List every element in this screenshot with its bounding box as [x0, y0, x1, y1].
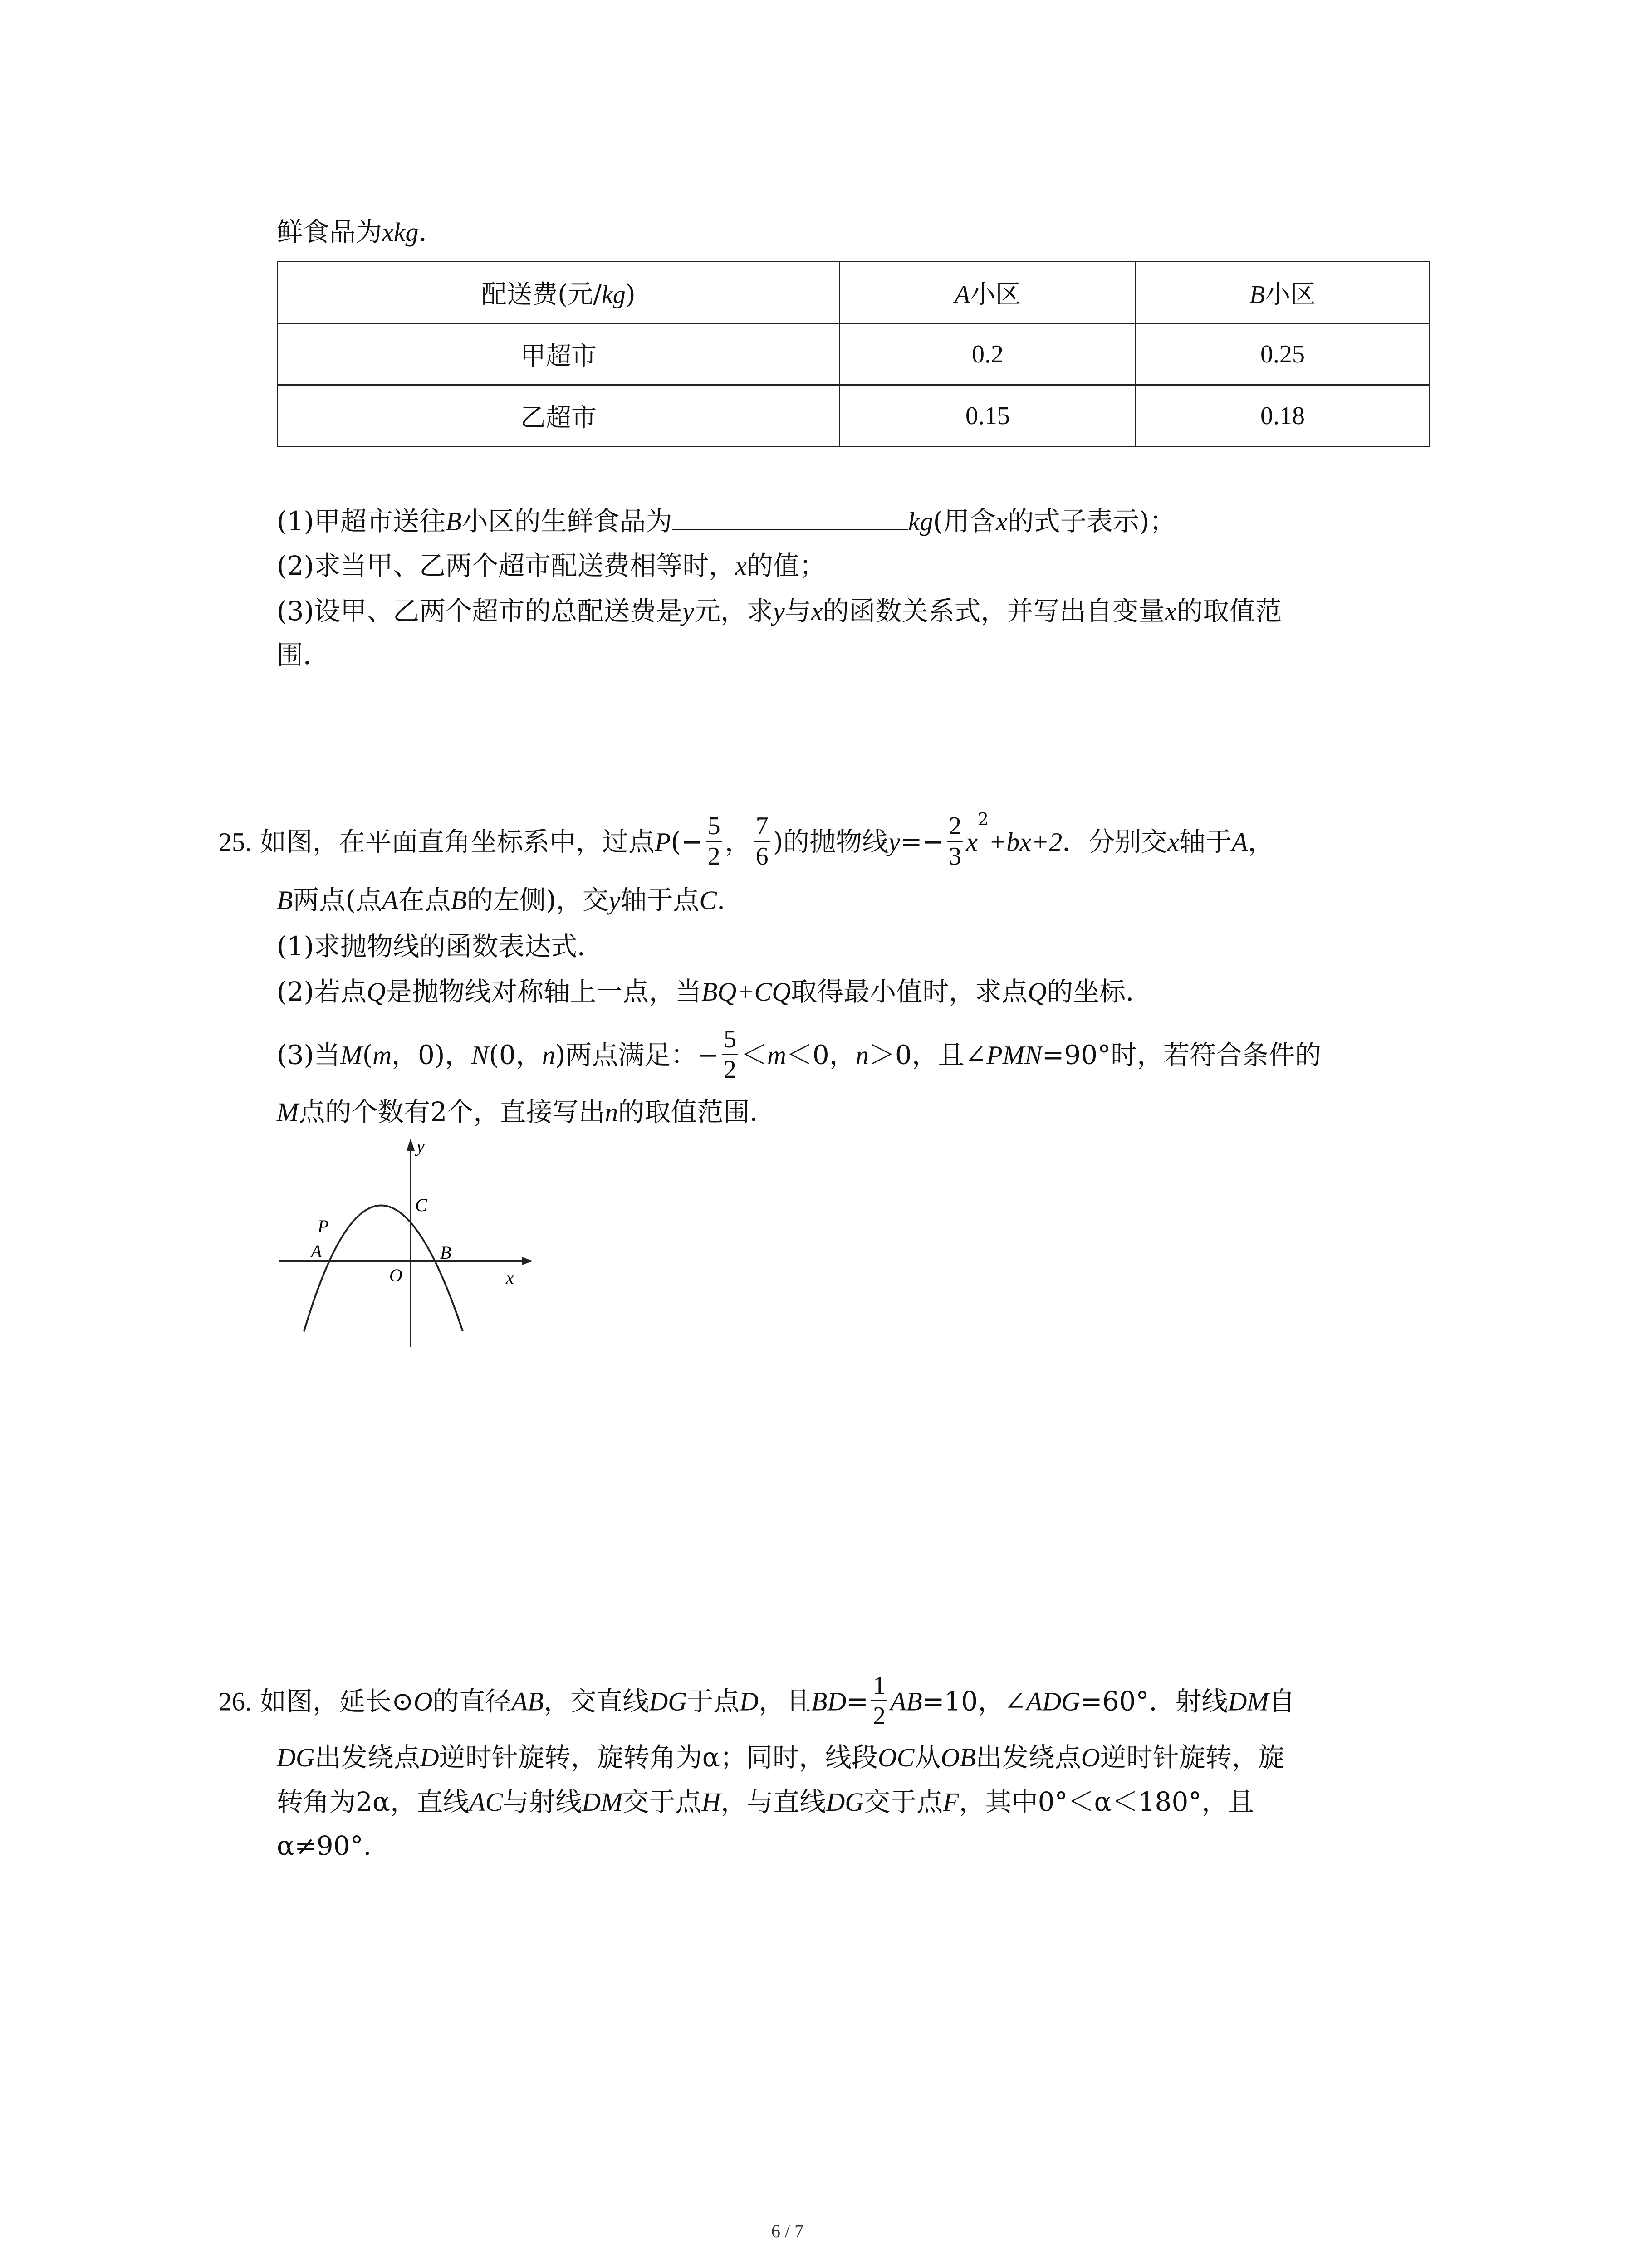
q26-line2: DG出发绕点D逆时针旋转，旋转角为α；同时，线段OC从OB出发绕点O逆时针旋转，旋 [277, 1742, 1284, 1773]
answer-blank[interactable] [672, 506, 908, 530]
q26-line3: 转角为2α，直线AC与射线DM交于点H，与直线DG交于点F，其中0°＜α＜180°，且 [277, 1786, 1254, 1817]
q25-line1: 25. 如图，在平面直角坐标系中，过点P(− $\frac{5}{2}$ ， $\frac{7}{6}$ )的抛物线y=− $\frac{2}{3}$ $x^2+bx+2$．分别交x轴于A， [219, 809, 1274, 870]
q25-part1: (1)求抛物线的函数表达式． [277, 931, 604, 962]
table-cell: 0.25 [1136, 323, 1430, 385]
q25-part3: (3)当M(m，0)，N(0，n)两点满足：− $\frac{5}{2}$ ＜m＜0，n＞0，且∠PMN=90°时，若符合条件的 [277, 1025, 1322, 1084]
table-header-cell: 配送费(元/kg) [278, 262, 840, 323]
graph-label-P: P [318, 1216, 329, 1237]
x-axis-arrow [522, 1257, 533, 1265]
graph-label-O: O [389, 1265, 402, 1286]
graph-label-A: A [311, 1241, 322, 1261]
delivery-fee-table [277, 261, 1430, 447]
q24-part2: (2)求当甲、乙两个超市配送费相等时，x的值； [277, 550, 826, 581]
table-row [278, 323, 1430, 385]
page-number: 6 / 7 [771, 2221, 804, 2241]
q24-part3-cont: 围． [277, 640, 330, 670]
table-cell: 0.18 [1136, 385, 1430, 447]
table-header-cell: B小区 [1136, 262, 1430, 323]
graph-label-x: x [506, 1267, 514, 1288]
fraction: $\frac{2}{3}$ [947, 811, 963, 871]
q24-part3: (3)设甲、乙两个超市的总配送费是y元，求y与x的函数关系式，并写出自变量x的取值范 [277, 596, 1282, 626]
graph-label-C: C [415, 1195, 427, 1215]
table-cell: 0.2 [840, 323, 1136, 385]
q26-line4: α≠90°． [277, 1830, 390, 1861]
fraction: $\frac{1}{2}$ [871, 1671, 887, 1730]
fraction: $\frac{7}{6}$ [754, 811, 770, 871]
parabola-graph [272, 1132, 540, 1354]
graph-label-y: y [416, 1136, 425, 1156]
fraction: $\frac{5}{2}$ [706, 811, 722, 871]
q25-line2: B两点(点A在点B的左侧)，交y轴于点C． [277, 885, 744, 915]
fraction: $\frac{5}{2}$ [722, 1025, 738, 1084]
q25-part3-cont: M点的个数有2个，直接写出n的取值范围． [277, 1096, 776, 1127]
graph-label-B: B [440, 1242, 451, 1263]
table-cell: 甲超市 [278, 323, 840, 385]
table-cell: 乙超市 [278, 385, 840, 447]
table-cell: 0.15 [840, 385, 1136, 447]
table-header-cell: A小区 [840, 262, 1136, 323]
intro-line: 鲜食品为xkg． [277, 216, 445, 247]
y-axis-arrow [407, 1139, 415, 1151]
table-header-row [278, 262, 1430, 323]
table-row [278, 385, 1430, 447]
q24-part1: (1)甲超市送往B小区的生鲜食品为 kg(用含x的式子表示)； [277, 506, 1176, 537]
q26-line1: 26. 如图，延长⊙O的直径AB，交直线DG于点D，且BD= $\frac{1}{2}$ AB=10，∠ADG=60°．射线DM自 [219, 1672, 1295, 1730]
q25-part2: (2)若点Q是抛物线对称轴上一点，当BQ+CQ取得最小值时，求点Q的坐标． [277, 976, 1152, 1007]
